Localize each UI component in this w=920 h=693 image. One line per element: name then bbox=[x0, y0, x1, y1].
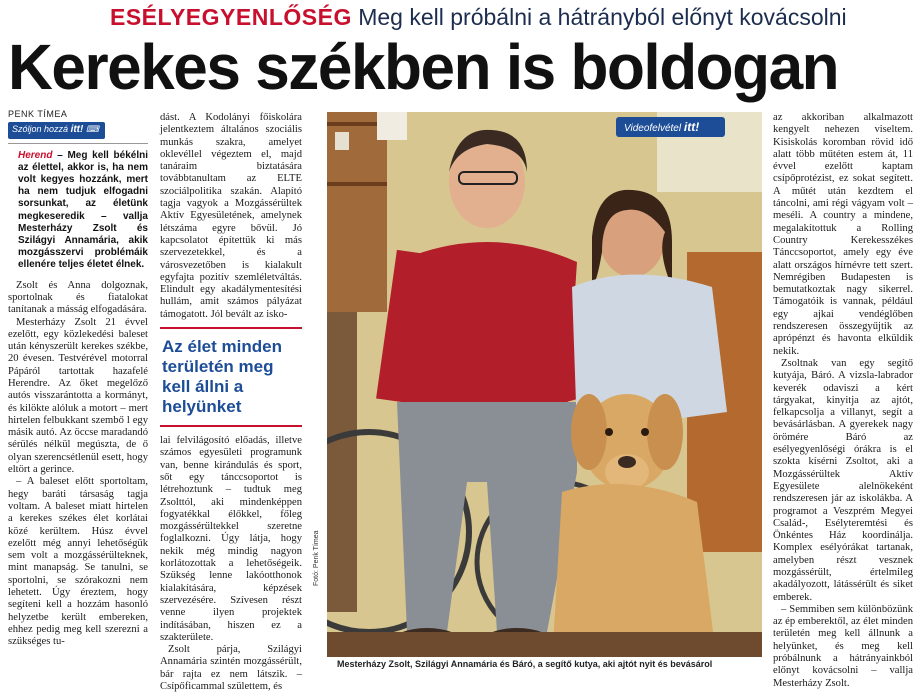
column-1 bbox=[8, 108, 148, 649]
video-link[interactable] bbox=[616, 117, 725, 137]
article-photo bbox=[327, 112, 762, 664]
section-tag: ESÉLYEGYENLŐSÉG bbox=[110, 4, 352, 30]
body-paragraph: Zsolt és Anna dolgoznak, sportolnak és fiatalokat tanítanak a másság elfogadására. bbox=[8, 279, 148, 316]
subheadline: Meg kell próbálni a hátrányból előnyt kovácsolni bbox=[358, 4, 847, 30]
body-paragraph: Zsolt párja, Szilágyi Annamária szintén mozgássérült, bár rajta ez nem látszik. – Csípőficammal születtem, és bbox=[160, 644, 302, 692]
body-paragraph: az akkoriban alkalmazott kengyelt nehezen viseltem. Kisiskolás koromban rövid idő alatt több műtéten estem át, 11 évvel ezelőtt kaptam csípőprotézist, ez sokat segített. A műtét után kezdtem el táncolni, ami régi vágyam volt – meséli. A country a mindene, megalakítottuk a Rolling Country Kerekesszékes Tánccsoportot, amely egy éve alatt országos hírnévre tett szert. Nemrégiben Budapesten is bemutatkoztak nagy sikerrel. Támogatóik is vannak, például egy ajkai vendéglőben rendszeresen összegyűjtik az aprópénzt és havonta elküldik nekik. bbox=[773, 112, 913, 357]
headline: Kerekes székben is boldogan bbox=[8, 31, 839, 103]
author-name: PENK TÍMEA bbox=[8, 109, 68, 119]
body-paragraph: – A baleset előtt sportoltam, hegy baráti társaság tagja voltam. A baleset miatt hirtelen a kerekes székes élet korlátai közé kerültem. Húsz évvel ezelőtt még annyi lehetőségük sem volt a mozgássérülteknek, mint manapság. Se tanulni, se sportolni, se szórakozni nem lehetett. Úgy éreztem, hogy segíteni kell a hozzám hasonló helyzetbe került embereken, ehhez pedig meg kell szerezni a szükséges tu- bbox=[8, 476, 148, 648]
video-link-text[interactable]: itt! bbox=[683, 120, 700, 134]
comment-label: Szóljon hozzá bbox=[12, 124, 69, 135]
photo-caption: Mesterházy Zsolt, Szilágyi Annamária és Báró, a segítő kutya, aki ajtót nyit és bevásárol bbox=[327, 657, 762, 675]
body-paragraph: Zsoltnak van egy segítő kutyája, Báró. A vizsla-labrador keverék odaviszi a kért tárgyakat, kinyitja az ajtót, felkapcsolja a villanyt, segít a bevásárlásban. A gyerekek nagy örömére Báró az esélyegyenlőségi órákra is el szokta kísérni Zsoltot, aki a Mozgássérültek Aktív Egyesülete alelnökeként rendszeresen jár az iskolákba. A programot a Veszprém Megyei Család-, Esélyteremtési és Önkéntes Ház koordinálja. Komplex esélyórákat tartanak, amelyben részt vesznek mozgássérült, értelmileg akadályozott, látássérült és siket emberek. bbox=[773, 357, 913, 603]
article-kicker bbox=[110, 4, 847, 30]
pull-quote: Az élet minden területén meg kell állni a helyünket bbox=[160, 327, 302, 427]
body-paragraph: – Semmiben sem különbözünk az ép emberektől, az élet minden területén meg kell állnunk a helyünket, és meg kell próbálnunk a hátrányainkból előnyt kovácsolni – vallja Mesterházy Zsolt. bbox=[773, 603, 913, 689]
lead-paragraph bbox=[8, 143, 148, 272]
column-3 bbox=[773, 112, 913, 690]
column-2 bbox=[160, 112, 302, 693]
lead-text: – Meg kell békélni az élettel, akkor is, ha nem volt kegyes hozzánk, mert ha nem tudjuk elfogadni sorsunkat, az életünk megkeseredik – vallja Mesterházy Zsolt és Szilágyi Annamária, akik mozgásszervi problémáik ellenére teljes életet élnek. bbox=[18, 149, 148, 271]
keyboard-icon: ⌨ bbox=[85, 124, 99, 135]
comment-link[interactable] bbox=[8, 122, 105, 138]
body-paragraph: lai felvilágosító előadás, illetve számos egyesületi programunk van, benne kirándulás és sport, sőt egy tánccsoportot is létrehoztunk – tudtuk meg Zsolttól, aki mindenképpen fogyatékkal élőkkel, főleg mozgássérültekkel szeretne foglalkozni. Úgy látja, hogy nekik még mindig nagyon korlátozottak a lehetőségeik. Szükség lenne lakóotthonok kialakítására, képzések szervezésére. Szívesen részt venne ilyen projektek indításában, hiszen ez a szakterülete. bbox=[160, 435, 302, 643]
video-label: Videofelvétel bbox=[624, 123, 682, 134]
photo-illustration bbox=[327, 112, 762, 664]
body-paragraph: dást. A Kodolányi főiskolára jelentkeztem általános szociális munkás szakra, amelyet oklevéllel végeztem el, majd tanáraim biztatására továbbtanultam az ELTE szociálpolitika szakán. Alapító tagja vagyok a Mozgássérültek Aktív Egyesületének, amelynek létszáma egyre bővül. Jó kapcsolatot építettük ki más szervezetekkel, és a városvezetőben is kialakult egyfajta pozitív szemléletváltás. Elindult egy akadálymentesítési hullám, amit számos pályázat támogatott. Jól bevált az isko- bbox=[160, 112, 302, 320]
comment-link-text[interactable]: itt! bbox=[70, 124, 84, 136]
body-paragraph: Mesterházy Zsolt 21 évvel ezelőtt, egy közlekedési baleset után kényszerült kerekes székbe, 20 évesen. Testvérével motorral Pápáról tartottak hazafelé Herendre. Az őket megelőző autós visszarántotta a kormányt, és kilökte alóluk a motort – mert hirtelen felbukkant szembő l egy másik autó. Az öccse maradandó sérülés nélkül megúszta, de ő olyan szerencsétlenül esett, hogy eltört a gerince. bbox=[8, 316, 148, 476]
photo-credit: Fotó: Penk Tímea bbox=[313, 530, 320, 586]
lead-place: Herend bbox=[18, 149, 53, 161]
